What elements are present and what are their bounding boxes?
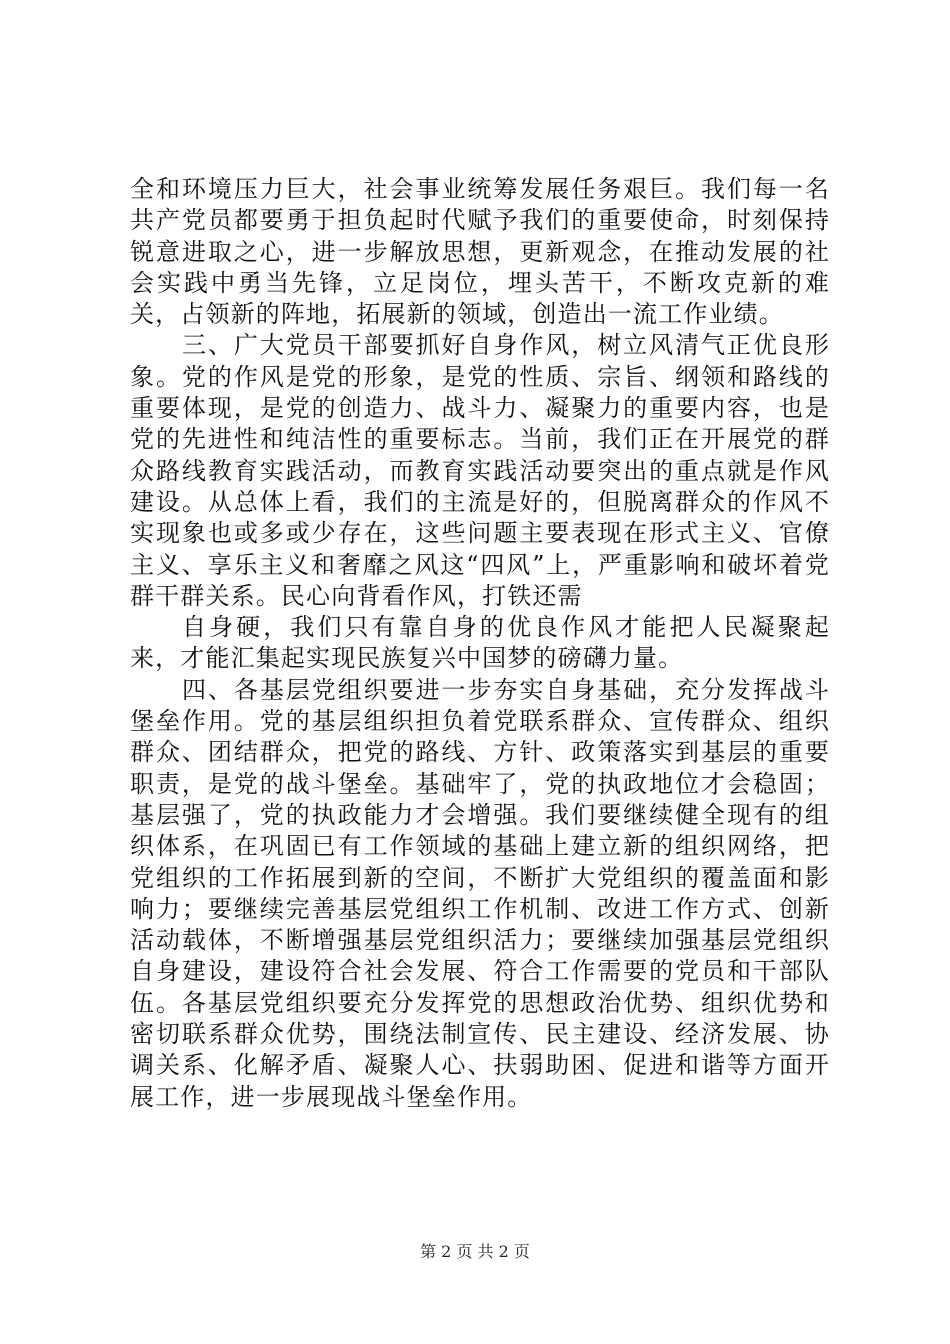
page-number-label: 第 2 页 共 2 页: [420, 1242, 530, 1261]
paragraph-1: 全和环境压力巨大，社会事业统筹发展任务艰巨。我们每一名共产党员都要勇于担负起时代赋予我们的重要使命，时刻保持锐意进取之心，进一步解放思想，更新观念，在推动发展的社会实践中勇当先锋，立足岗位，埋头苦干，不断攻克新的难关，占领新的阵地，拓展新的领域，创造出一流工作业绩。: [130, 175, 830, 329]
page-footer: [0, 1242, 950, 1262]
document-body: [130, 174, 830, 1113]
paragraph-2: 三、广大党员干部要抓好自身作风，树立风清气正优良形象。党的作风是党的形象，是党的性质、宗旨、纲领和路线的重要体现，是党的创造力、战斗力、凝聚力的重要内容，也是党的先进性和纯洁性的重要标志。当前，我们正在开展党的群众路线教育实践活动，而教育实践活动要突出的重点就是作风建设。从总体上看，我们的主流是好的，但脱离群众的作风不实现象也或多或少存在，这些问题主要表现在形式主义、官僚主义、享乐主义和奢靡之风这“四风”上，严重影响和破坏着党群干群关系。民心向背看作风，打铁还需: [130, 331, 830, 610]
paragraph-3: 自身硬，我们只有靠自身的优良作风才能把人民凝聚起来，才能汇集起实现民族复兴中国梦的磅礴力量。: [130, 613, 830, 673]
paragraph-4: 四、各基层党组织要进一步夯实自身基础，充分发挥战斗堡垒作用。党的基层组织担负着党联系群众、宣传群众、组织群众、团结群众，把党的路线、方针、政策落实到基层的重要职责，是党的战斗堡垒。基础牢了，党的执政地位才会稳固；基层强了，党的执政能力才会增强。我们要继续健全现有的组织体系，在巩固已有工作领域的基础上建立新的组织网络，把党组织的工作拓展到新的空间，不断扩大党组织的覆盖面和影响力；要继续完善基层党组织工作机制、改进工作方式、创新活动载体，不断增强基层党组织活力；要继续加强基层党组织自身建设，建设符合社会发展、符合工作需要的党员和干部队伍。各基层党组织要充分发挥党的思想政治优势、组织优势和密切联系群众优势，围绕法制宣传、民主建设、经济发展、协调关系、化解矛盾、凝聚人心、扶弱助困、促进和谐等方面开展工作，进一步展现战斗堡垒作用。: [130, 675, 830, 1111]
